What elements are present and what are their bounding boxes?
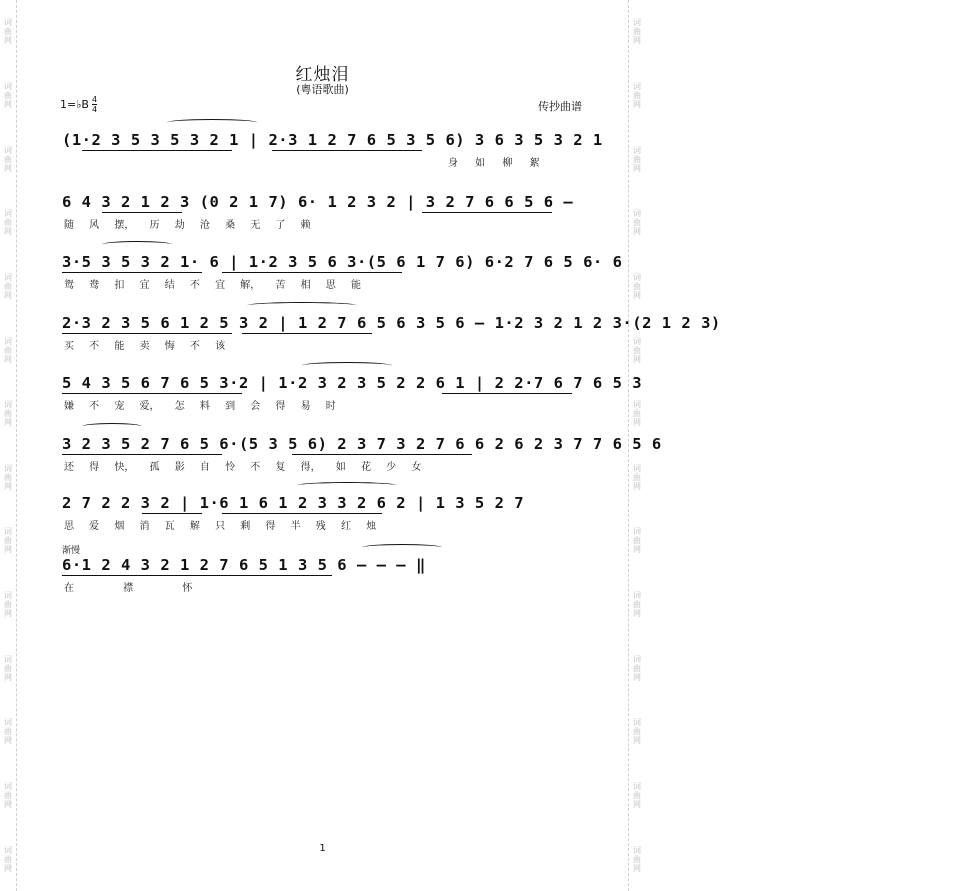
notation-line: 3 2 3 5 2 7 6 5 6·(5 3 5 6) 2 3 7 3 2 7 6 6 2 6 2 3 7 7 6 5 6 [62, 435, 662, 453]
song-subtitle: (粤语歌曲) [296, 83, 349, 96]
watermark-text: 词曲网 [3, 145, 13, 173]
watermark-text: 词曲网 [3, 81, 13, 109]
notation-line: 3·5 3 5 3 2 1· 6 | 1·2 3 5 6 3·(5 6 1 7 6) 6·2 7 6 5 6· 6 [62, 253, 623, 271]
watermark-text: 词曲网 [3, 591, 13, 619]
slur [297, 482, 397, 489]
notation-line: 2 7 2 2 3 2 | 1·6 1 6 1 2 3 3 2 6 2 | 1 3 5 2 7 [62, 494, 525, 512]
lyric-line: 思 爱 烟 消 瓦 解 只 剩 得 半 残 红 烛 [64, 521, 377, 532]
beam [442, 393, 572, 394]
slur [362, 544, 442, 551]
watermark-text: 词曲网 [3, 845, 13, 873]
beam [222, 272, 402, 273]
beam [142, 513, 202, 514]
beam [62, 454, 222, 455]
beam [62, 393, 242, 394]
notation-line: 2·3 2 3 5 6 1 2 5 3 2 | 1 2 7 6 5 6 3 5 6 — 1·2 3 2 1 2 3·(2 1 2 3) [62, 314, 721, 332]
tempo-marking: 渐慢 [62, 546, 81, 556]
beam [82, 150, 232, 151]
watermark-text: 词曲网 [3, 654, 13, 682]
watermark-text: 词曲网 [632, 718, 642, 746]
beam [292, 454, 472, 455]
time-signature [92, 95, 97, 114]
score-credit: 传抄曲谱 [538, 100, 582, 113]
beam [222, 513, 382, 514]
slur [167, 119, 257, 126]
beam [62, 333, 232, 334]
meter-top: 4 [92, 95, 98, 104]
watermark-text: 词曲网 [632, 654, 642, 682]
watermark-text: 词曲网 [632, 18, 642, 46]
watermark-text: 词曲网 [3, 209, 13, 237]
lyric-line: 身 如 柳 絮 [448, 158, 540, 169]
slur [247, 302, 357, 309]
watermark-text: 词曲网 [3, 782, 13, 809]
watermark-text: 词曲网 [3, 18, 13, 46]
watermark-text: 词曲网 [3, 718, 13, 746]
watermark-text: 词曲网 [632, 336, 642, 364]
beam [422, 212, 552, 213]
watermark-text: 词曲网 [3, 336, 13, 364]
beam [62, 272, 202, 273]
meter-bottom: 4 [92, 105, 98, 114]
watermark-text: 词曲网 [632, 591, 642, 619]
lyric-line: 在 襟 怀 [64, 583, 193, 594]
notation-line: 6·1 2 4 3 2 1 2 7 6 5 1 3 5 6 — — — ‖ [62, 556, 426, 574]
watermark-text: 词曲网 [632, 81, 642, 109]
notation-line: 6 4 3 2 1 2 3 (0 2 1 7) 6· 1 2 3 2 | 3 2 7 6 6 5 6 — [62, 193, 574, 211]
lyric-line: 鸳 鸯 扣 宜 结 不 宜 解， 苦 相 思 能 [64, 280, 361, 291]
notation-line: (1·2 3 5 3 5 3 2 1 | 2·3 1 2 7 6 5 3 5 6) 3 6 3 5 3 2 1 [62, 131, 603, 149]
watermark-text: 词曲网 [632, 463, 642, 491]
beam [242, 333, 372, 334]
lyric-line: 随 风 摆， 历 劫 沧 桑 无 了 赖 [64, 220, 311, 231]
lyric-line: 嫌 不 宠 爱， 怎 料 到 会 得 易 时 [64, 401, 336, 412]
beam [102, 212, 182, 213]
lyric-line: 买 不 能 卖 悔 不 该 [64, 341, 226, 352]
beam [272, 150, 422, 151]
watermark-text: 词曲网 [3, 527, 13, 555]
watermark-text: 词曲网 [3, 272, 13, 300]
watermark-text: 词曲网 [632, 400, 642, 428]
slur [102, 241, 172, 248]
notation-line: 5 4 3 5 6 7 6 5 3·2 | 1·2 3 2 3 5 2 2 6 1 | 2 2·7 6 7 6 5 3 [62, 374, 643, 392]
watermark-text: 词曲网 [632, 527, 642, 555]
song-title: 红烛泪 [295, 65, 350, 85]
beam [62, 575, 332, 576]
watermark-text: 词曲网 [3, 400, 13, 428]
watermark-left [0, 0, 17, 891]
watermark-text: 词曲网 [632, 845, 642, 873]
slur [82, 423, 142, 430]
watermark-text: 词曲网 [632, 145, 642, 173]
watermark-text: 词曲网 [3, 463, 13, 491]
watermark-text: 词曲网 [632, 272, 642, 300]
key-signature: 1=♭B [60, 98, 89, 111]
watermark-text: 词曲网 [632, 209, 642, 237]
page-number: 1 [319, 843, 326, 854]
lyric-line: 还 得 快， 孤 影 自 怜 不 复 得， 如 花 少 女 [64, 462, 422, 473]
slur [302, 362, 392, 369]
watermark-text: 词曲网 [632, 782, 642, 809]
